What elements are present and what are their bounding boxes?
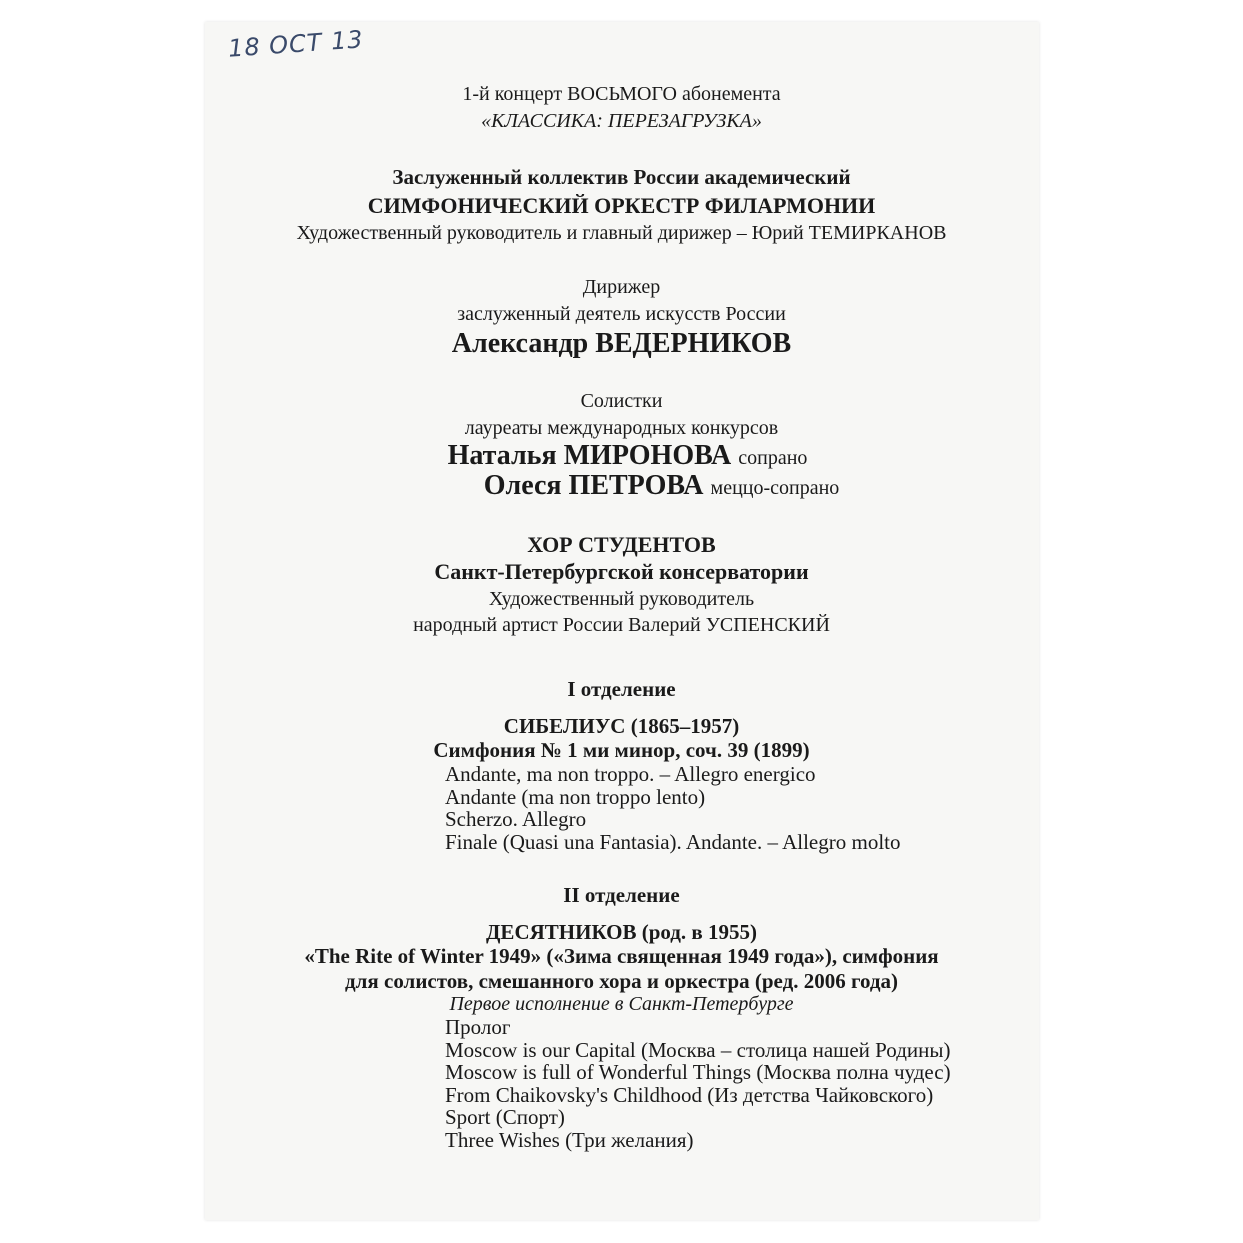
- soloist-name: Олеся ПЕТРОВА: [483, 470, 704, 501]
- premiere-note: Первое исполнение в Санкт-Петербурге: [449, 993, 794, 1015]
- work-title: «The Rite of Winter 1949» («Зима священная 1949 года»), симфония: [304, 944, 939, 968]
- composer: СИБЕЛИУС (1865–1957): [503, 714, 740, 738]
- conductor-name: Александр ВЕДЕРНИКОВ: [451, 328, 792, 359]
- movement: Пролог: [445, 1015, 511, 1039]
- choir-director-role: Художественный руководитель: [488, 588, 755, 610]
- orchestra-director: Художественный руководитель и главный дирижер – Юрий ТЕМИРКАНОВ: [296, 222, 947, 244]
- work-title: Симфония № 1 ми минор, соч. 39 (1899): [433, 738, 810, 762]
- soloists-heading: Солистки: [580, 390, 663, 412]
- soloists-title: лауреаты международных конкурсов: [464, 417, 779, 439]
- part-heading: II отделение: [563, 883, 680, 907]
- soloist-name: Наталья МИРОНОВА: [447, 440, 732, 471]
- conductor-title: заслуженный деятель искусств России: [457, 303, 786, 325]
- choir-institution: Санкт-Петербургской консерватории: [434, 559, 809, 584]
- part-heading: I отделение: [567, 677, 676, 701]
- soloist-voice: меццо-сопрано: [710, 477, 840, 499]
- movement: Three Wishes (Три желания): [445, 1128, 694, 1152]
- composer: ДЕСЯТНИКОВ (род. в 1955): [485, 920, 758, 944]
- movement: Andante, ma non troppo. – Allegro energico: [445, 762, 816, 786]
- orchestra-honor: Заслуженный коллектив России академический: [392, 165, 851, 189]
- movement: From Chaikovsky's Childhood (Из детства Чайковского): [445, 1083, 934, 1107]
- orchestra-name: СИМФОНИЧЕСКИЙ ОРКЕСТР ФИЛАРМОНИИ: [367, 193, 876, 218]
- choir-name: ХОР СТУДЕНТОВ: [527, 532, 716, 557]
- concert-number: 1-й концерт ВОСЬМОГО абонемента: [462, 83, 781, 105]
- conductor-role: Дирижер: [582, 276, 661, 298]
- movement: Moscow is our Capital (Москва – столица нашей Родины): [445, 1038, 951, 1062]
- soloist-row: [0, 470, 1243, 502]
- movement: Andante (ma non troppo lento): [445, 785, 706, 809]
- movement: Finale (Quasi una Fantasia). Andante. – Allegro molto: [445, 830, 901, 854]
- soloist-row: [0, 440, 1243, 472]
- work-subtitle: для солистов, смешанного хора и оркестра (ред. 2006 года): [344, 969, 898, 993]
- movement: Scherzo. Allegro: [445, 807, 587, 831]
- handwritten-date: 18 ОСТ 13: [227, 25, 365, 63]
- choir-director: народный артист России Валерий УСПЕНСКИЙ: [413, 614, 830, 636]
- soloist-voice: сопрано: [738, 447, 808, 469]
- movement: Sport (Спорт): [445, 1105, 565, 1129]
- movement: Moscow is full of Wonderful Things (Москва полна чудес): [445, 1060, 951, 1084]
- series-title: «КЛАССИКА: ПЕРЕЗАГРУЗКА»: [481, 110, 762, 132]
